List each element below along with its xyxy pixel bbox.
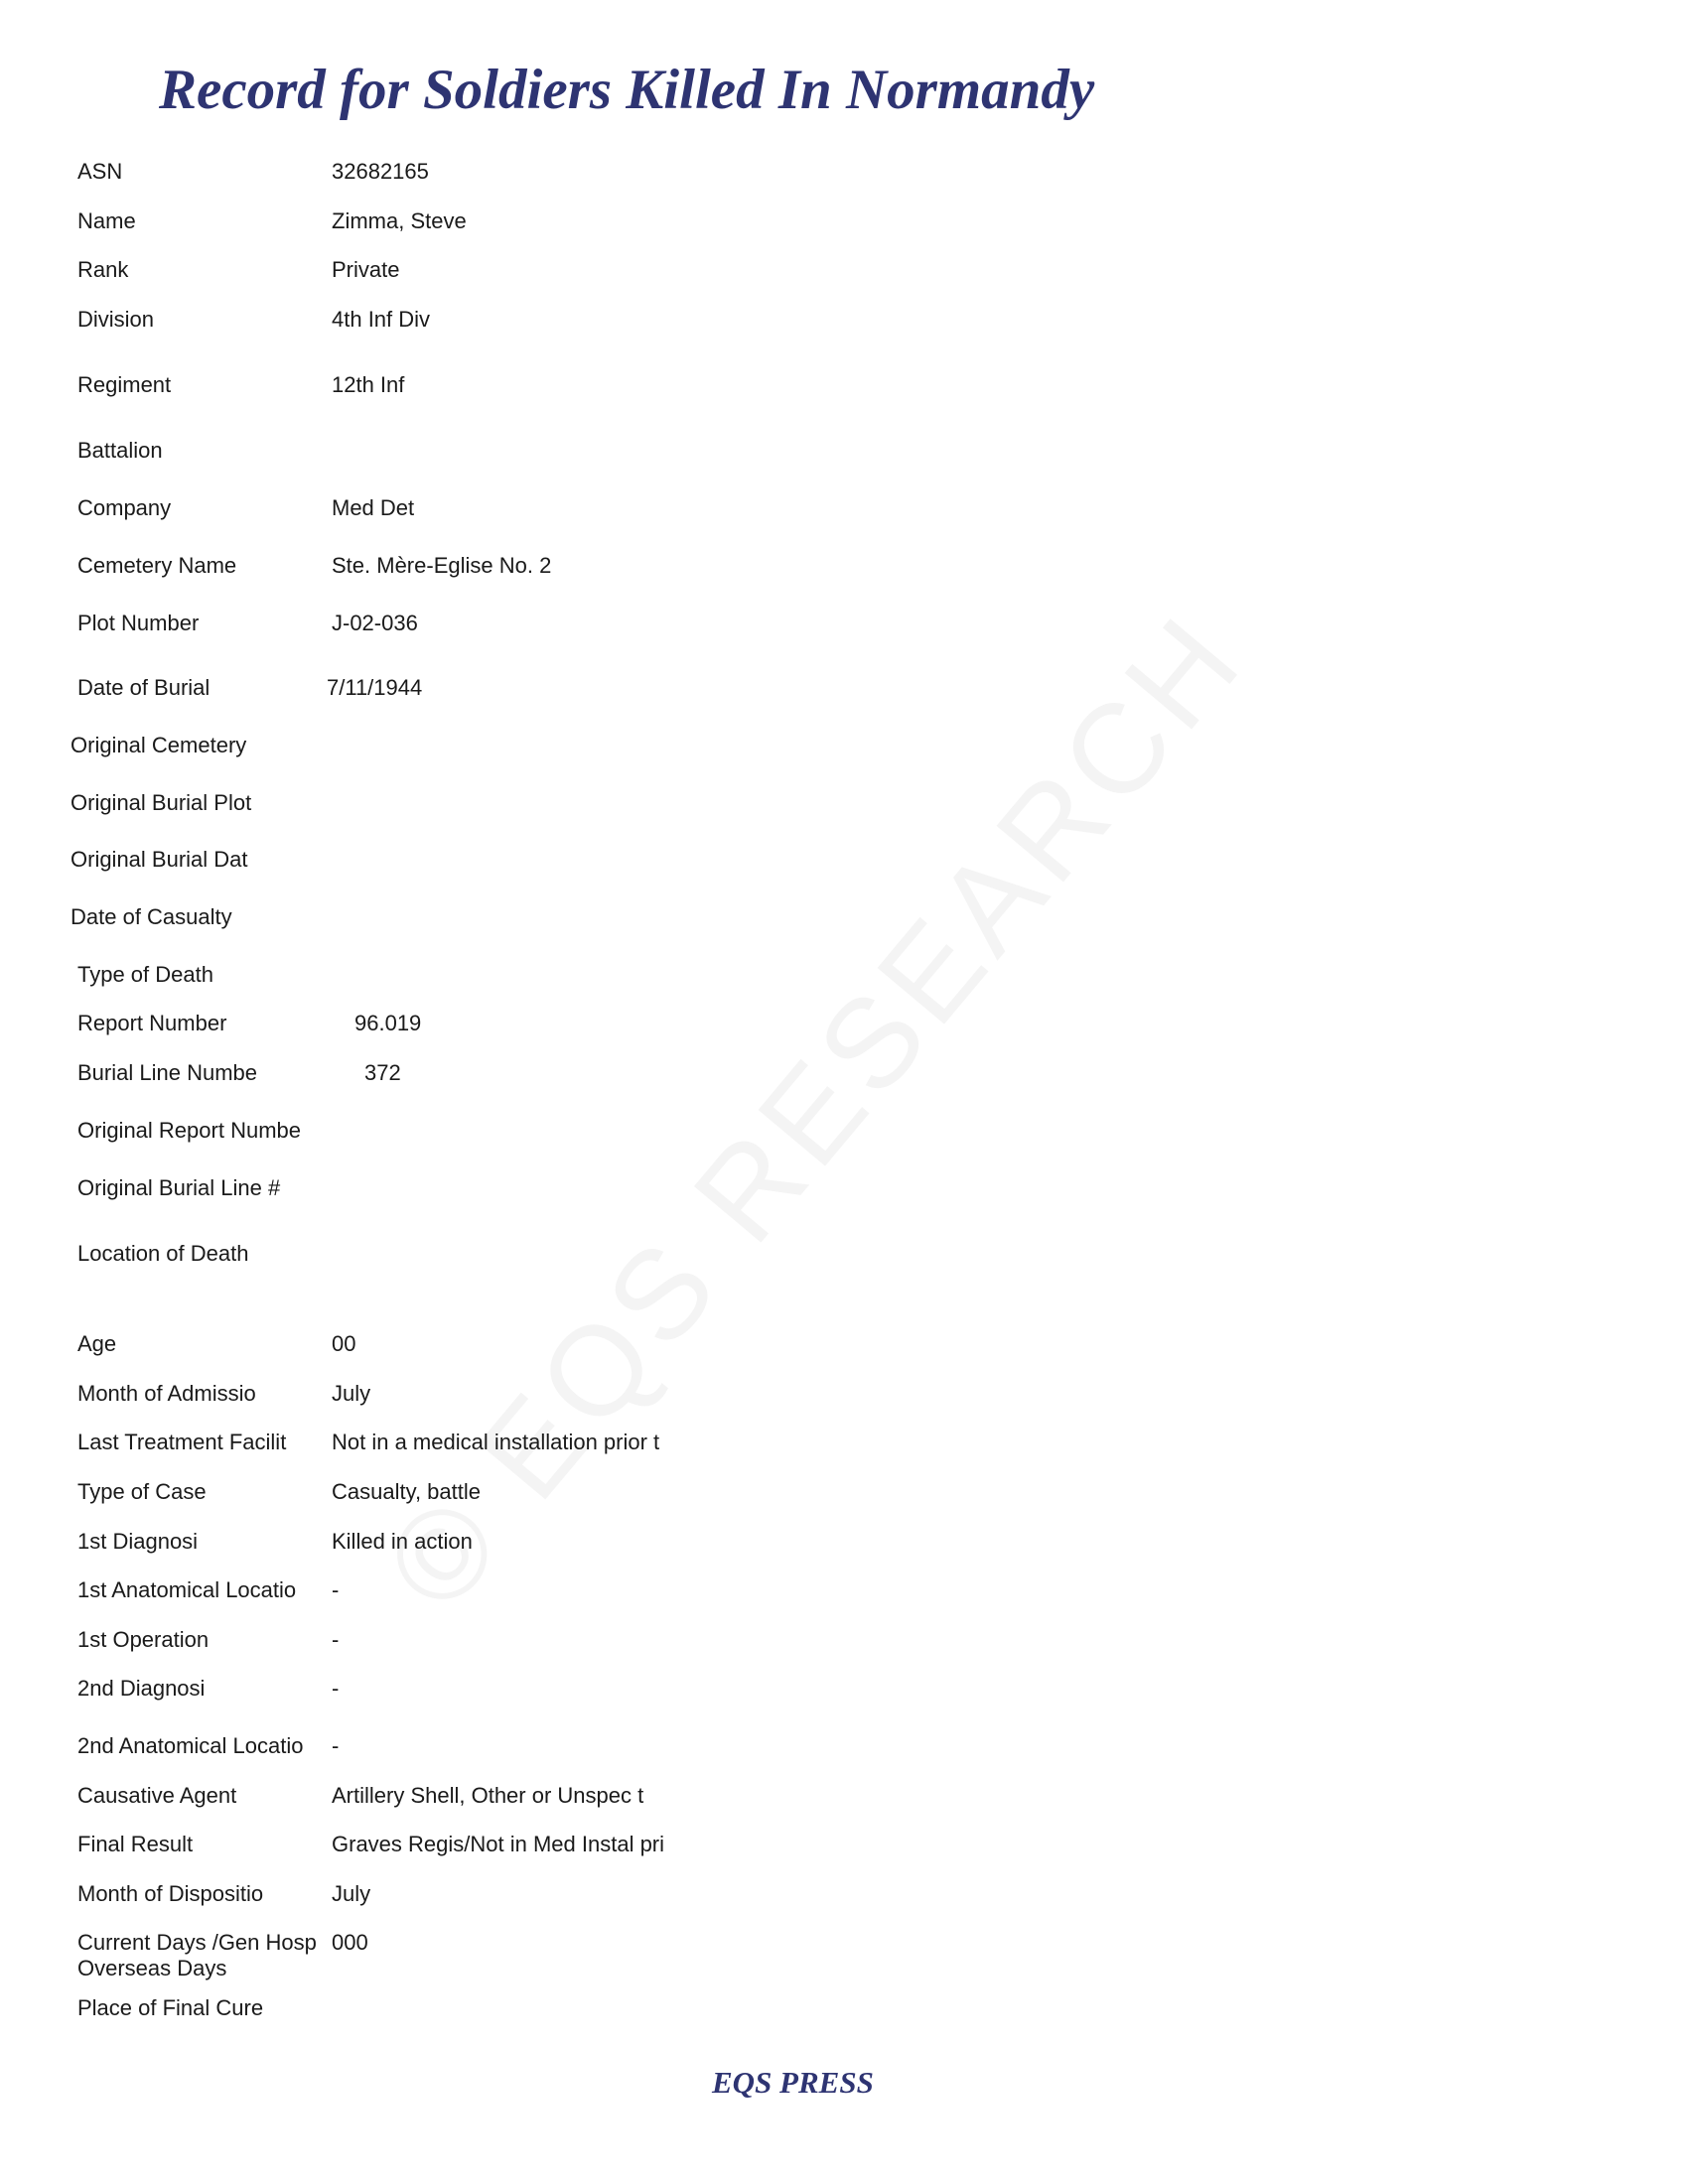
value-2nd-diagnosi: -	[332, 1676, 340, 1701]
value-date-of-burial: 7/11/1944	[327, 675, 423, 700]
value-asn: 32682165	[332, 159, 429, 184]
value-rank: Private	[332, 257, 400, 282]
label-report-number: Report Number	[77, 1011, 227, 1035]
label-date-of-burial: Date of Burial	[77, 675, 211, 700]
value-2nd-anatomical-locatio: -	[332, 1733, 340, 1758]
label-regiment: Regiment	[77, 372, 172, 397]
label-company: Company	[77, 495, 172, 520]
label-type-of-case: Type of Case	[77, 1479, 207, 1504]
label-original-burial-line: Original Burial Line #	[77, 1175, 281, 1200]
label-plot-number: Plot Number	[77, 611, 200, 635]
label-original-cemetery: Original Cemetery	[70, 733, 247, 757]
label-division: Division	[77, 307, 155, 332]
page-title: Record for Soldiers Killed In Normandy	[159, 59, 1095, 121]
label-name: Name	[77, 208, 136, 233]
label-type-of-death: Type of Death	[77, 962, 213, 987]
label-1st-diagnosi: 1st Diagnosi	[77, 1529, 199, 1554]
value-report-number: 96.019	[354, 1011, 422, 1035]
value-cemetery-name: Ste. Mère-Eglise No. 2	[332, 553, 552, 578]
label-current-days-gen-hosp: Current Days /Gen Hosp	[77, 1930, 317, 1955]
label-last-treatment-facilit: Last Treatment Facilit	[77, 1430, 287, 1454]
label-original-report-numbe: Original Report Numbe	[77, 1118, 301, 1143]
value-month-of-admissio: July	[332, 1381, 371, 1406]
value-final-result: Graves Regis/Not in Med Instal pri	[332, 1832, 665, 1856]
label-1st-anatomical-locatio: 1st Anatomical Locatio	[77, 1577, 297, 1602]
value-1st-diagnosi: Killed in action	[332, 1529, 473, 1554]
label-cemetery-name: Cemetery Name	[77, 553, 237, 578]
watermark	[356, 587, 1272, 1638]
value-causative-agent: Artillery Shell, Other or Unspec t	[332, 1783, 644, 1808]
value-last-treatment-facilit: Not in a medical installation prior t	[332, 1430, 660, 1454]
label-age: Age	[77, 1331, 117, 1356]
value-burial-line-numbe: 372	[364, 1060, 401, 1085]
label-battalion: Battalion	[77, 438, 163, 463]
value-month-of-dispositio: July	[332, 1881, 371, 1906]
label-place-of-final-cure: Place of Final Cure	[77, 1995, 264, 2020]
label-final-result: Final Result	[77, 1832, 194, 1856]
value-regiment: 12th Inf	[332, 372, 405, 397]
label-2nd-anatomical-locatio: 2nd Anatomical Locatio	[77, 1733, 304, 1758]
label-original-burial-dat: Original Burial Dat	[70, 847, 248, 872]
label-burial-line-numbe: Burial Line Numbe	[77, 1060, 257, 1085]
value-company: Med Det	[332, 495, 415, 520]
value-current-days-gen-hosp: 000	[332, 1930, 368, 1955]
label-causative-agent: Causative Agent	[77, 1783, 237, 1808]
label-rank: Rank	[77, 257, 129, 282]
label-original-burial-plot: Original Burial Plot	[70, 790, 252, 815]
value-plot-number: J-02-036	[332, 611, 418, 635]
value-name: Zimma, Steve	[332, 208, 467, 233]
value-1st-operation: -	[332, 1627, 340, 1652]
label-overseas-days: Overseas Days	[77, 1956, 227, 1980]
label-month-of-dispositio: Month of Dispositio	[77, 1881, 264, 1906]
label-asn: ASN	[77, 159, 123, 184]
value-type-of-case: Casualty, battle	[332, 1479, 482, 1504]
label-2nd-diagnosi: 2nd Diagnosi	[77, 1676, 206, 1701]
footer-publisher: EQS PRESS	[712, 2065, 874, 2100]
value-division: 4th Inf Div	[332, 307, 431, 332]
label-1st-operation: 1st Operation	[77, 1627, 210, 1652]
label-month-of-admissio: Month of Admissio	[77, 1381, 256, 1406]
label-location-of-death: Location of Death	[77, 1241, 249, 1266]
label-date-of-casualty: Date of Casualty	[70, 904, 232, 929]
value-age: 00	[332, 1331, 356, 1356]
value-1st-anatomical-locatio: -	[332, 1577, 340, 1602]
